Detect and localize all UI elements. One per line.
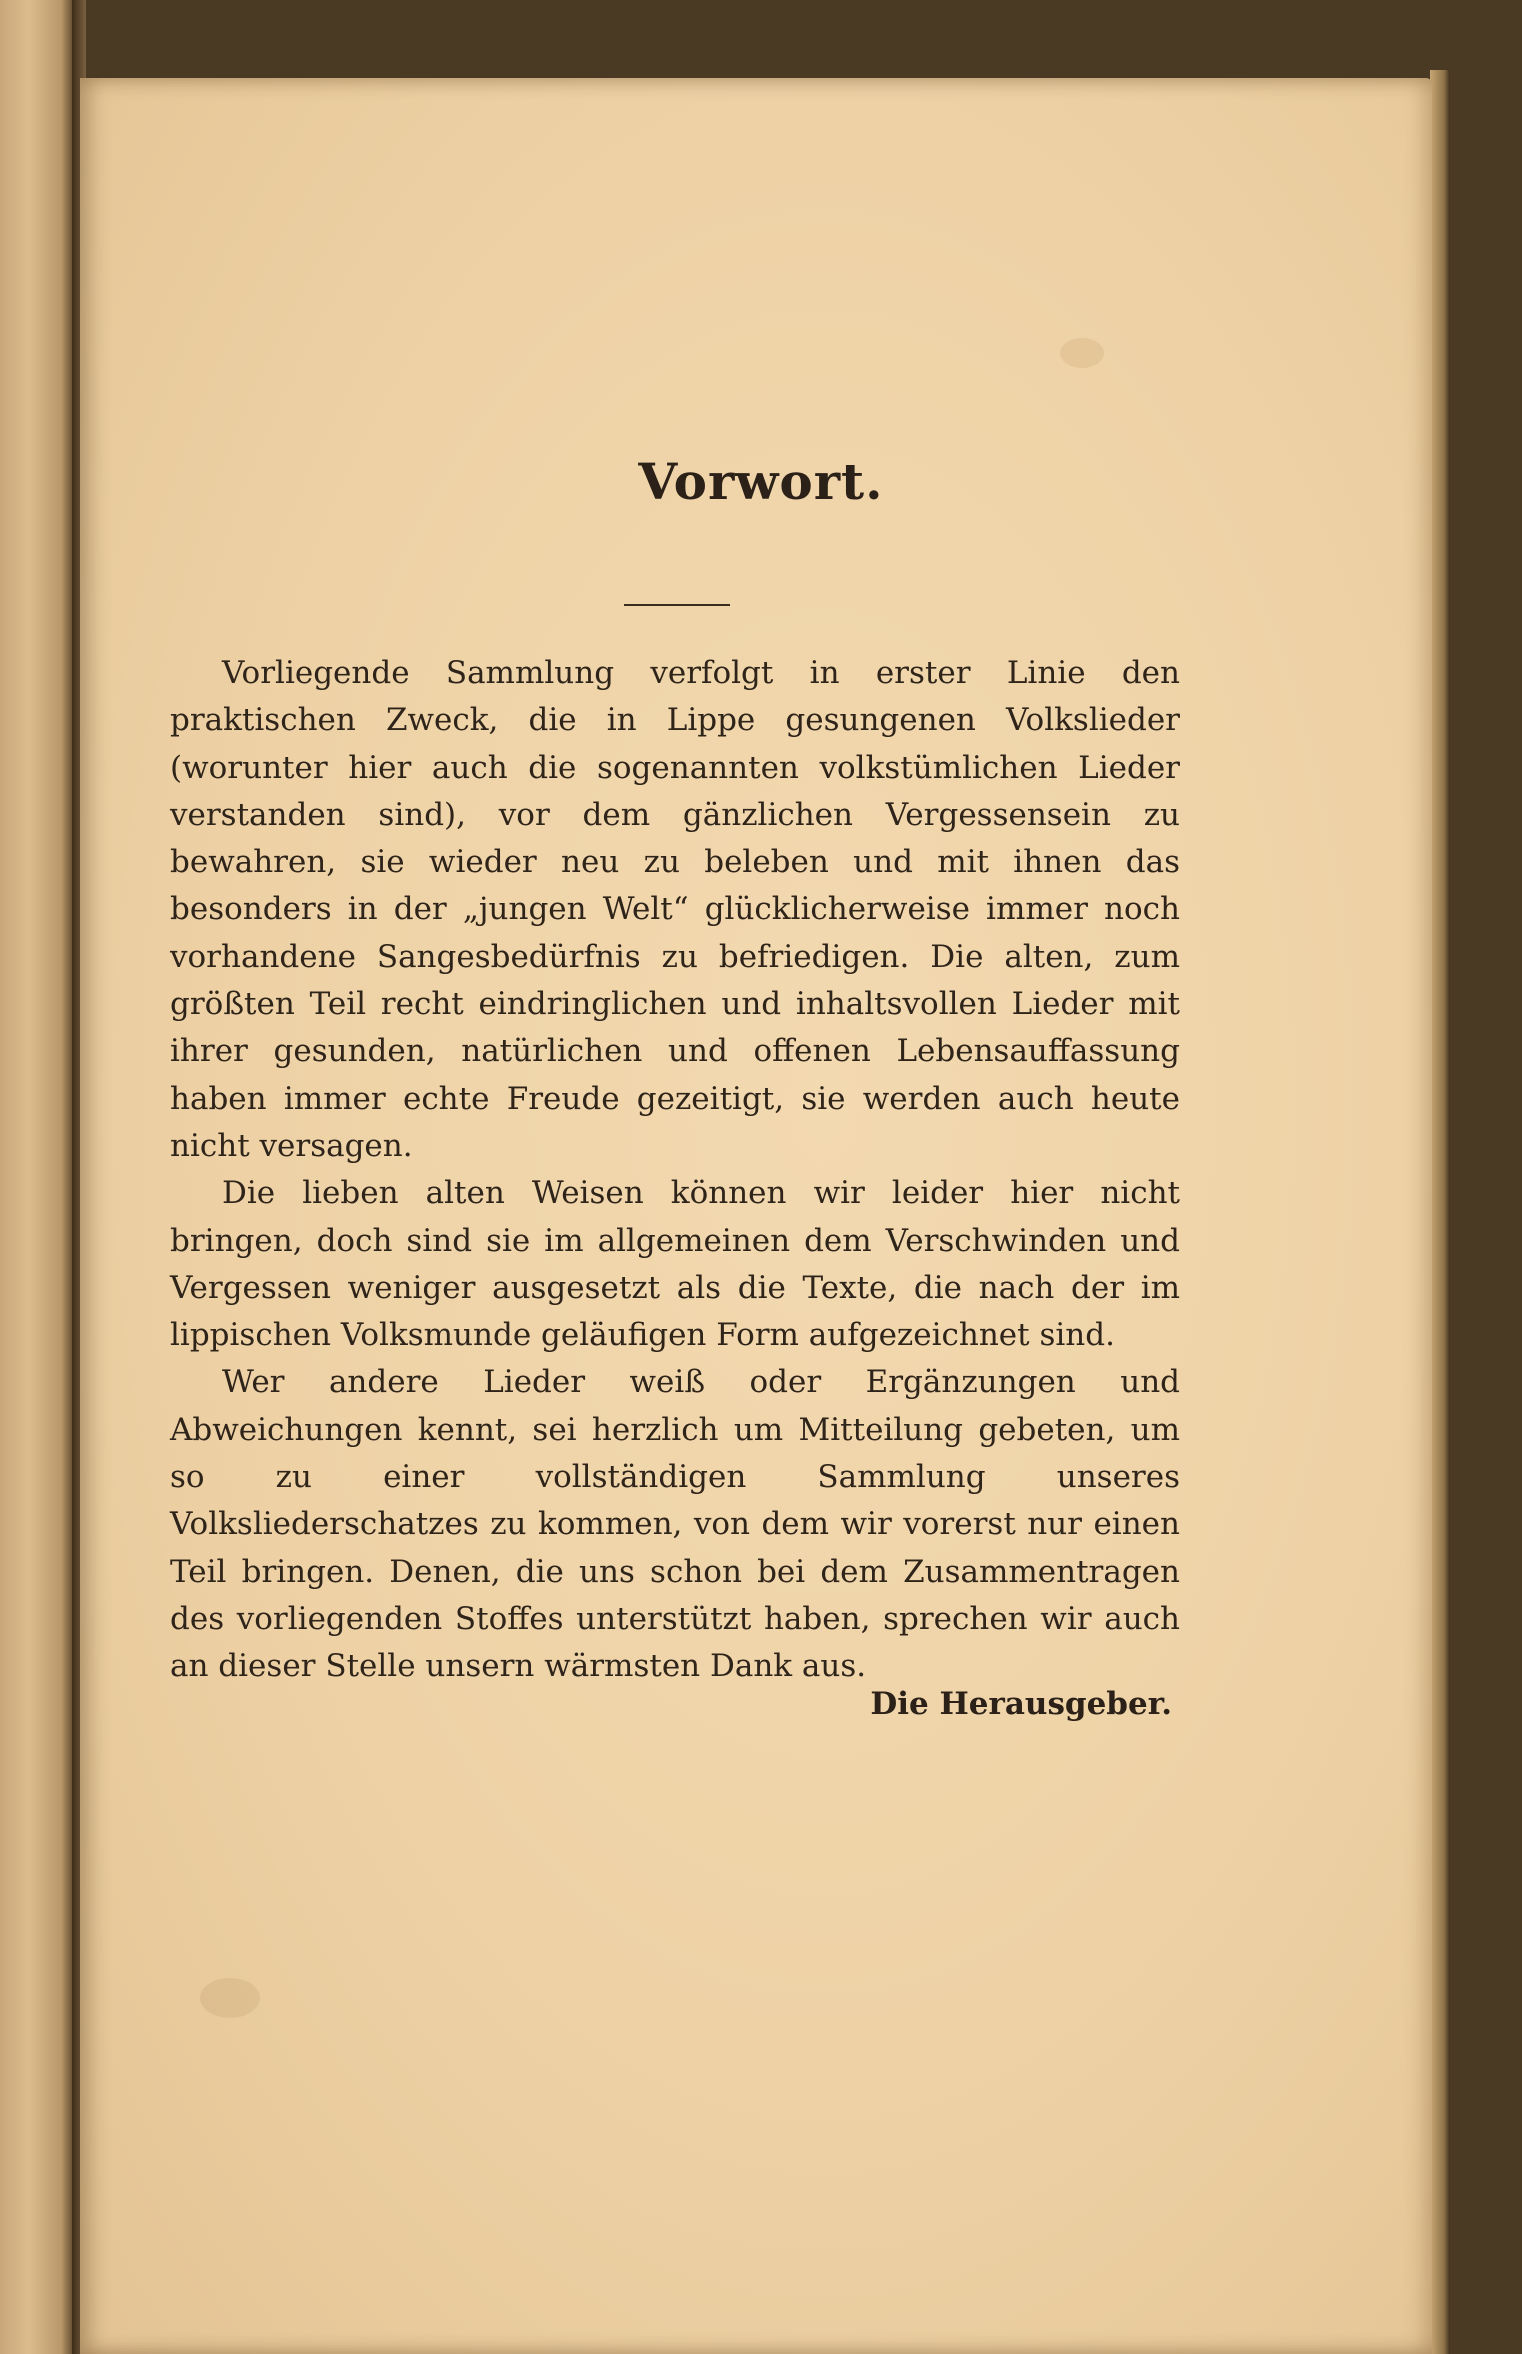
page-edge-right (1430, 70, 1450, 2354)
paragraph: Die lieben alten Weisen können wir leider hier nicht bringen, doch sind sie im allgemeinen dem Verschwinden und Vergessen weniger ausgesetzt als die Texte, die nach der im lippischen Volksmunde geläufigen Form aufgezeichnet sind. (170, 1175, 1180, 1354)
paragraph: Wer andere Lieder weiß oder Ergänzungen und Abweichungen kennt, sei herzlich um Mitteilung gebeten, um so zu einer vollständigen Sammlung unseres Volksliederschatzes zu kommen, von dem wir vorerst nur einen Teil bringen. Denen, die uns schon bei dem Zusammentragen des vorliegenden Stoffes unterstützt haben, sprechen wir auch an dieser Stelle unsern wärmsten Dank aus. (170, 1364, 1180, 1685)
paper-stain (200, 1978, 260, 2018)
previous-page-edge (0, 0, 72, 2354)
paragraph: Vorliegende Sammlung verfolgt in erster Linie den praktischen Zweck, die in Lippe gesungenen Volkslieder (worunter hier auch die sogenannten volkstümlichen Lieder verstanden sind), vor dem gänzlichen Vergessensein zu bewahren, sie wieder neu zu beleben und mit ihnen das besonders in der „jungen Welt“ glücklicherweise immer noch vorhandene Sangesbedürfnis zu befriedigen. Die alten, zum größten Teil recht eindringlichen und inhaltsvollen Lieder mit ihrer gesunden, natürlichen und offenen Lebensauffassung haben immer echte Freude gezeitigt, sie werden auch heute nicht versagen. (170, 655, 1180, 1164)
title-divider (624, 604, 730, 606)
page-title: Vorwort. (638, 452, 884, 511)
signature: Die Herausgeber. (870, 1686, 1172, 1722)
paper-stain (1060, 338, 1104, 368)
preface-text (170, 650, 1180, 1691)
